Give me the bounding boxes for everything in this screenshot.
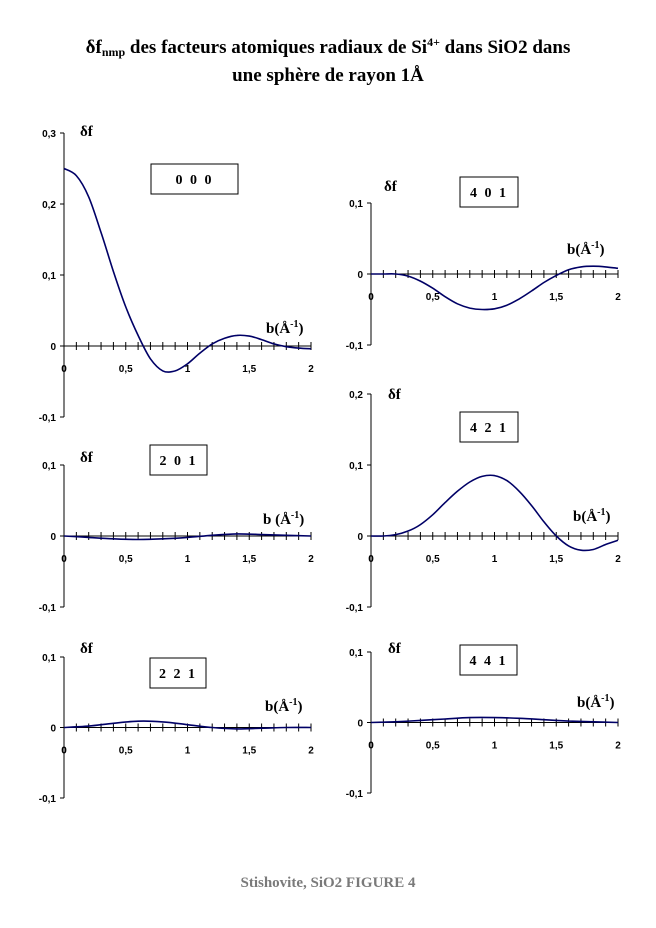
panel-label: 2 2 1 xyxy=(159,667,197,682)
chart-panel xyxy=(39,445,314,614)
y-axis-label: δf xyxy=(80,124,93,140)
y-tick-label: -0,1 xyxy=(38,413,56,424)
title-line2: une sphère de rayon 1Å xyxy=(232,65,424,86)
x-tick-label: 0,5 xyxy=(118,364,133,375)
y-tick-label: -0,1 xyxy=(345,603,363,614)
y-tick-label: -0,1 xyxy=(38,603,56,614)
x-tick-label: 1 xyxy=(184,364,191,375)
x-tick-label: 0 xyxy=(61,745,67,757)
x-tick-label: 2 xyxy=(615,292,621,303)
title-prefix: δf xyxy=(85,37,102,58)
title-middle: des facteurs atomiques radiaux de Si xyxy=(125,37,428,58)
x-axis-label: b $(Å^{-1})$ xyxy=(263,510,305,528)
panel-label: 4 4 1 xyxy=(469,654,508,669)
y-tick-label: 0 xyxy=(357,532,363,543)
y-tick-label: 0,1 xyxy=(42,461,56,472)
x-tick-label: 2 xyxy=(308,554,314,565)
x-tick-label: 1,5 xyxy=(242,745,257,757)
x-tick-label: 0,5 xyxy=(118,745,133,757)
x-axis-label: $b(Å^{-1})$ xyxy=(577,693,615,711)
panel-label: 4 0 1 xyxy=(470,186,508,201)
x-tick-label: 2 xyxy=(615,554,621,565)
y-axis-label: δf xyxy=(388,641,401,657)
title-subscript: nmp xyxy=(101,45,126,59)
y-axis-label: δf xyxy=(80,450,93,466)
chart-panel xyxy=(346,387,621,614)
x-axis-label: $b(Å^{-1})$ xyxy=(573,507,611,525)
title-end: dans SiO2 dans xyxy=(439,37,571,58)
y-tick-label: 0,1 xyxy=(349,199,363,210)
title-superscript: 4+ xyxy=(427,35,440,49)
y-tick-label: 0 xyxy=(357,718,363,730)
x-tick-label: 0,5 xyxy=(425,292,440,303)
y-tick-label: 0,1 xyxy=(42,271,56,282)
x-tick-label: 0,5 xyxy=(118,554,133,565)
y-axis-label: δf xyxy=(388,387,401,403)
y-tick-label: 0,2 xyxy=(349,390,363,401)
y-tick-label: -0,1 xyxy=(345,789,363,800)
x-tick-label: 1 xyxy=(184,554,191,565)
y-tick-label: 0 xyxy=(357,270,363,281)
y-tick-label: -0,1 xyxy=(345,341,363,352)
y-tick-label: 0,1 xyxy=(349,648,363,659)
y-tick-label: 0,1 xyxy=(349,461,363,472)
x-tick-label: 2 xyxy=(615,740,621,752)
panel-label: 0 0 0 xyxy=(175,173,214,188)
x-tick-label: 0,5 xyxy=(425,554,440,565)
panel-label: 2 0 1 xyxy=(159,454,198,469)
x-tick-label: 1 xyxy=(491,740,498,752)
x-tick-label: 0 xyxy=(61,364,67,375)
y-tick-label: -0,1 xyxy=(38,794,56,805)
y-tick-label: 0 xyxy=(50,723,56,735)
panel-label: 4 2 1 xyxy=(470,421,508,436)
y-tick-label: 0,3 xyxy=(42,129,56,140)
figure-caption: Stishovite, SiO2 FIGURE 4 xyxy=(240,875,416,891)
x-tick-label: 1 xyxy=(184,745,191,757)
chart-panel xyxy=(39,124,314,424)
y-tick-label: 0 xyxy=(50,532,56,543)
x-tick-label: 0 xyxy=(368,292,374,303)
chart-panel xyxy=(346,177,621,352)
x-axis-label: $b(Å^{-1})$ xyxy=(266,319,304,337)
x-tick-label: 1,5 xyxy=(242,554,257,565)
chart-panel xyxy=(346,641,621,800)
y-tick-label: 0 xyxy=(50,342,56,353)
y-tick-label: 0,1 xyxy=(42,653,56,664)
x-tick-label: 1,5 xyxy=(549,554,564,565)
y-axis-label: δf xyxy=(384,179,397,195)
x-tick-label: 1 xyxy=(491,554,498,565)
x-tick-label: 2 xyxy=(308,364,314,375)
series-line xyxy=(64,169,311,373)
x-axis-label: $b(Å^{-1})$ xyxy=(265,697,303,715)
x-tick-label: 2 xyxy=(308,745,314,757)
x-tick-label: 1 xyxy=(491,292,498,303)
chart-panel xyxy=(39,641,314,805)
x-tick-label: 1,5 xyxy=(549,740,564,752)
x-axis-label: $b(Å^{-1})$ xyxy=(567,240,605,258)
x-tick-label: 1,5 xyxy=(549,292,564,303)
x-tick-label: 0 xyxy=(368,554,374,565)
x-tick-label: 0,5 xyxy=(425,740,440,752)
x-tick-label: 1,5 xyxy=(242,364,257,375)
x-tick-label: 0 xyxy=(368,740,374,752)
y-axis-label: δf xyxy=(80,641,93,657)
x-tick-label: 0 xyxy=(61,554,67,565)
y-tick-label: 0,2 xyxy=(42,200,56,211)
